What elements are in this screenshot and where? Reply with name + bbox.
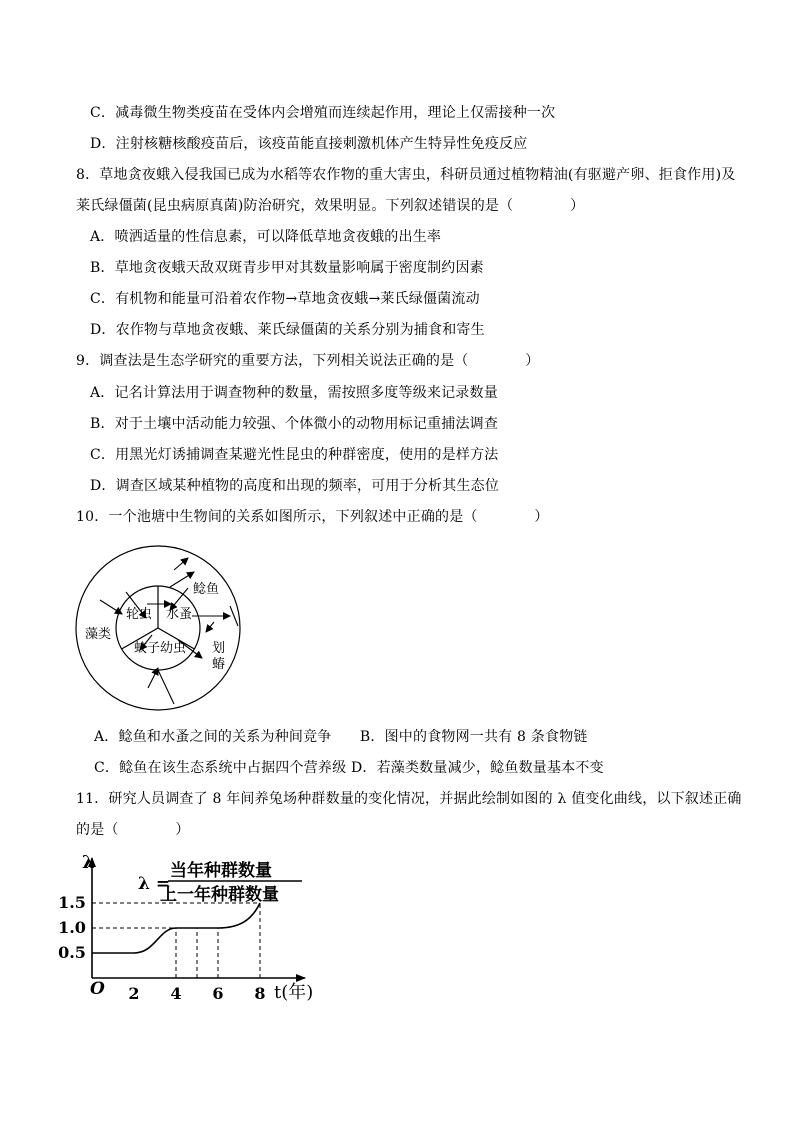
label-algae: 藻类 (85, 627, 112, 642)
formula-denominator: 上一年种群数量 (160, 885, 279, 905)
q9-option-d: D．调查区域某种植物的高度和出现的频率，可用于分析其生态位 (90, 478, 500, 494)
y-tick-label: 1.5 (58, 893, 86, 912)
x-tick-label: 2 (128, 984, 140, 1003)
q9-option-a: A．记名计算法用于调查物种的数量，需按照多度等级来记录数量 (90, 385, 498, 401)
q11-stem-line-2: 的是（ ） (76, 822, 190, 838)
q9-stem: 9．调查法是生态学研究的重要方法，下列相关说法正确的是（ ） (76, 353, 540, 369)
q10-options-cd: C．鲶鱼在该生态系统中占据四个营养级 D．若藻类数量减少，鲶鱼数量基本不变 (94, 760, 604, 776)
lambda-series-line (92, 903, 260, 953)
y-tick-label: 1.0 (58, 918, 86, 937)
label-mosquito-larva: 蚊子幼虫 (134, 641, 187, 656)
lambda-chart (58, 848, 340, 1008)
q10-stem: 10．一个池塘中生物间的关系如图所示，下列叙述中正确的是（ ） (76, 509, 549, 525)
q8-option-a: A．喷洒适量的性信息素，可以降低草地贪夜蛾的出生率 (90, 229, 442, 245)
q11-stem-line-1: 11．研究人员调查了 8 年间养兔场种群数量的变化情况，并据此绘制如图的 λ 值变化曲线，以下叙述正确 (76, 791, 742, 807)
x-tick-label: 8 (254, 984, 266, 1003)
q9-option-b: B．对于土壤中活动能力较强、个体微小的动物用标记重捕法调查 (90, 416, 499, 432)
x-tick-label: 6 (212, 984, 224, 1003)
y-axis-label: λ (82, 852, 95, 873)
q8-stem-line-1: 8．草地贪夜蛾入侵我国已成为水稻等农作物的重大害虫，科研员通过植物精油(有驱避产卵、拒食作用)及 (76, 167, 736, 183)
q9-option-c: C．用黑光灯诱捕调查某避光性昆虫的种群密度，使用的是样方法 (90, 447, 499, 463)
origin-label: O (90, 979, 105, 999)
label-water-flea: 水蚤 (166, 607, 193, 622)
q7-option-d: D．注射核糖核酸疫苗后，该疫苗能直接刺激机体产生特异性免疫反应 (90, 136, 528, 152)
x-axis-label: t(年) (274, 982, 314, 1003)
q8-stem-line-2: 莱氏绿僵菌(昆虫病原真菌)防治研究，效果明显。下列叙述错误的是（ ） (76, 198, 585, 214)
pond-food-web-diagram (70, 540, 250, 720)
formula-numerator: 当年种群数量 (170, 861, 272, 881)
label-fish: 鲶鱼 (193, 582, 220, 597)
formula-lhs: λ = (138, 874, 171, 894)
label-beetle-1: 划 (212, 641, 226, 656)
label-beetle-2: 蝽 (212, 657, 226, 672)
q10-options-ab: A．鲶鱼和水蚤之间的关系为种间竞争 B．图中的食物网一共有 8 条食物链 (94, 729, 588, 745)
q8-option-d: D．农作物与草地贪夜蛾、莱氏绿僵菌的关系分别为捕食和寄生 (90, 322, 485, 338)
x-tick-label: 4 (170, 984, 182, 1003)
q8-option-b: B．草地贪夜蛾天敌双斑青步甲对其数量影响属于密度制约因素 (90, 260, 484, 276)
q7-option-c: C．减毒微生物类疫苗在受体内会增殖而连续起作用，理论上仅需接种一次 (90, 105, 556, 121)
label-rotifer: 轮虫 (126, 607, 153, 622)
q8-option-c: C．有机物和能量可沿着农作物→草地贪夜蛾→莱氏绿僵菌流动 (90, 291, 480, 307)
y-tick-label: 0.5 (58, 943, 86, 962)
